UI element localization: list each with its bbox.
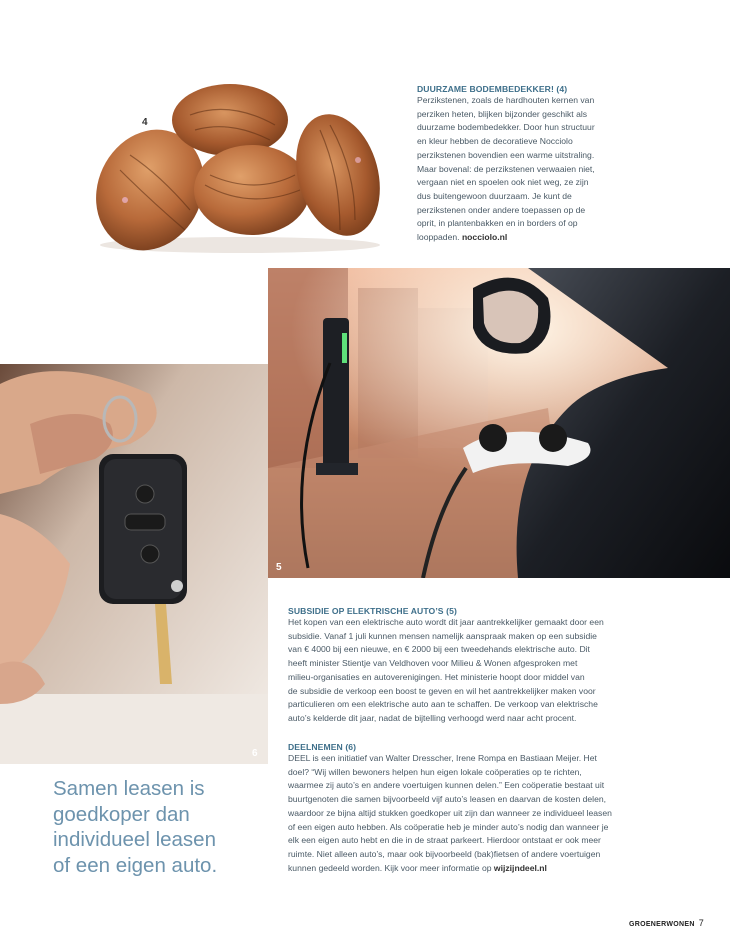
text-line: Het kopen van een elektrische auto wordt dit jaar aantrekkelijker gemaakt door een [288, 617, 604, 627]
text-line: DEEL is een initiatief van Walter Dresscher, Irene Rompa en Bastiaan Meijer. Het [288, 753, 597, 763]
page-number: 7 [698, 918, 704, 928]
text-line: Maar bovenal: de perzikstenen verwaaien niet, [417, 163, 595, 174]
quote-line: goedkoper dan [53, 802, 190, 826]
text-segment: looppaden. [417, 232, 460, 243]
text-line: ruimte. Niet alleen auto’s, maar ook bijvoorbeeld (bak)fietsen of andere voertuigen [288, 848, 601, 859]
text-line: waardoor ze bijna altijd stukken goedkoper uit zijn dan wanneer ze individueel leasen [288, 807, 612, 818]
text-line: doel? “Wij willen bewoners helpen hun eigen lokale coöperaties op te richten, [288, 766, 582, 777]
article-heading: DEELNEMEN (6) [288, 742, 357, 752]
article-body [288, 616, 688, 726]
text-line: of een eigen auto hebben. Als coöperatie heb je minder auto’s nodig dan wanneer je [288, 821, 609, 832]
text-line: elk een eigen auto hebt en die in de straat parkeert. Hierdoor ontstaat er ook meer [288, 835, 601, 846]
page-footer [629, 918, 704, 928]
car-key-photo [0, 364, 268, 764]
ev-charging-photo [268, 268, 730, 578]
figure-number-5: 5 [276, 562, 282, 573]
text-line: heeft minister Stientje van Veldhoven voor Milieu & Wonen afgesproken met [288, 658, 578, 669]
article-peach-pits [417, 84, 637, 245]
quote-line: of een eigen auto. [53, 853, 218, 877]
pull-quote [53, 776, 273, 878]
text-line [288, 862, 688, 876]
text-line: perziken heten, blijken bijzonder geschikt als [417, 108, 588, 119]
text-line: Perzikstenen, zoals de hardhouten kernen van [417, 95, 595, 105]
article-subsidie [288, 606, 688, 726]
peach-pits-photo [90, 80, 390, 255]
quote-line: Samen leasen is [53, 777, 205, 800]
website-link[interactable]: nocciolo.nl [461, 232, 508, 243]
article-heading: SUBSIDIE OP ELEKTRISCHE AUTO’S (5) [288, 606, 457, 616]
article-body [288, 752, 688, 875]
text-line: de subsidie de verkoop een boost te geven en wil het aantrekkelijker maken voor [288, 685, 596, 696]
text-line: dus buitengewoon duurzaam. Je kunt de [417, 190, 572, 201]
figure-number-6: 6 [252, 748, 258, 759]
text-line: particulieren om een elektrische auto aan te schaffen. De verkoop van elektrische [288, 699, 598, 710]
text-line: oprit, in plantenbakken en in borders of op [417, 218, 578, 229]
text-line: duurzame bodembedekker. Door hun structuur [417, 122, 595, 133]
text-line: milieu-organisaties en autoverenigingen. Het ministerie hoopt door middel van [288, 671, 585, 682]
brand-part: WONEN [666, 921, 695, 928]
magazine-brand [629, 921, 695, 928]
text-segment: kunnen gedeeld worden. Kijk voor meer informatie op [288, 862, 492, 873]
figure-number-4: 4 [142, 117, 148, 128]
text-line: perzikstenen onder andere toepassen op de [417, 204, 586, 215]
text-line: auto’s kelderde dit jaar, nadat de bijtelling verhoogd werd naar acht procent. [288, 712, 577, 723]
quote-line: individueel leasen [53, 828, 216, 851]
text-line: buurtgenoten die samen bijvoorbeeld vijf auto’s leasen en daarvan de kosten delen, [288, 794, 607, 805]
article-deelnemen [288, 742, 688, 875]
text-line: en kleur hebben de decoratieve Nocciolo [417, 136, 573, 147]
text-line: subsidie. Vanaf 1 juli kunnen mensen namelijk aanspraak maken op een subsidie [288, 630, 597, 641]
article-body [417, 94, 637, 245]
text-line [417, 231, 637, 245]
text-line: van € 4000 bij een nieuwe, en € 2000 bij een tweedehands elektrische auto. Dit [288, 644, 590, 655]
website-link[interactable]: wijzijndeel.nl [493, 862, 547, 873]
article-heading: DUURZAME BODEMBEDEKKER! (4) [417, 84, 568, 94]
text-line: vergaan niet en spoelen ook niet weg, ze zijn [417, 177, 589, 188]
brand-part: GROENER [628, 921, 667, 928]
text-line: waarmee zij auto’s en andere voertuigen kunnen delen.” Een coöperatie bestaat uit [288, 780, 605, 791]
text-line: perzikstenen bovendien een warme uitstraling. [417, 149, 595, 160]
